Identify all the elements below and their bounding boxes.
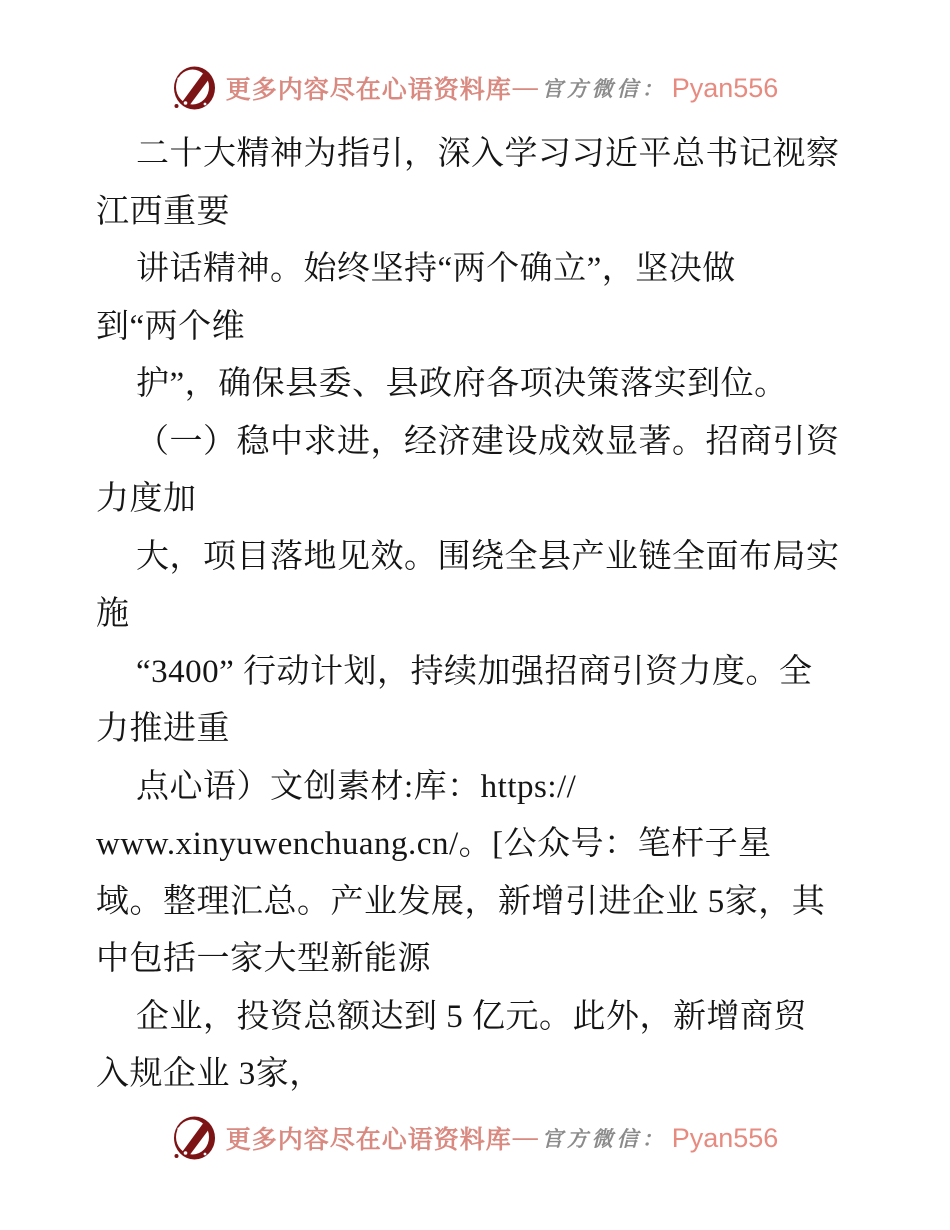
text-line: 大，项目落地见效。围绕全县产业链全面布局实: [136, 538, 840, 575]
watermark-dash: —: [512, 74, 539, 101]
wechat-label: 官方微信：: [541, 1127, 667, 1151]
footer-watermark: [0, 1112, 950, 1164]
text-line: 到“两个维: [96, 308, 246, 345]
watermark-brand-text: 更多内容尽在心语资料库: [225, 1127, 512, 1154]
text-line: （一）稳中求进，经济建设成效显著。招商引资: [136, 423, 840, 460]
wechat-id: Pyan556: [671, 1122, 779, 1153]
text-line: 力度加: [96, 481, 197, 517]
wechat-id: Pyan556: [671, 72, 779, 103]
header-watermark: [0, 62, 950, 114]
text-line: 护”，确保县委、县政府各项决策落实到位。: [136, 366, 788, 402]
text-line: 中包括一家大型新能源: [96, 941, 431, 977]
text-line: 入规企业 3家，: [96, 1056, 323, 1092]
wechat-label: 官方微信：: [541, 77, 667, 101]
watermark-brand-text: 更多内容尽在心语资料库: [225, 77, 512, 104]
text-line: www.xinyuwenchuang.cn/。[公众号：笔杆子星: [96, 826, 772, 862]
text-line: 点心语）文创素材:库：https://: [136, 768, 577, 805]
text-line: 施: [96, 596, 130, 632]
text-line: 江西重要: [96, 193, 230, 230]
text-line: 企业，投资总额达到 5 亿元。此外，新增商贸: [136, 998, 807, 1035]
text-line: 域。整理汇总。产业发展，新增引进企业 5家，其: [96, 883, 826, 920]
xinyu-pen-logo-icon: [172, 64, 217, 112]
text-line: “3400” 行动计划，持续加强招商引资力度。全: [136, 653, 813, 690]
text-line: 讲话精神。始终坚持“两个确立”，坚决做: [136, 251, 736, 287]
xinyu-pen-logo-icon: [172, 1114, 217, 1162]
text-line: 力推进重: [96, 711, 230, 747]
document-body: [96, 126, 886, 1104]
watermark-dash: —: [512, 1124, 539, 1151]
text-line: 二十大精神为指引，深入学习习近平总书记视察: [136, 136, 840, 172]
